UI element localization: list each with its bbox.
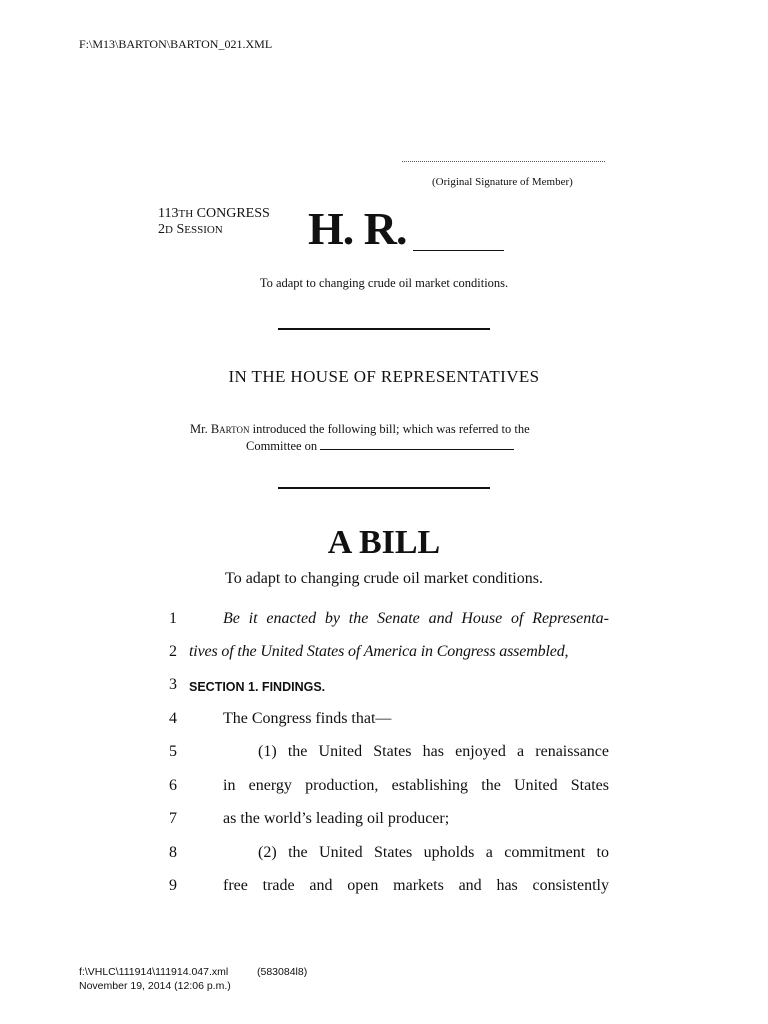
line-text: Be it enacted by the Senate and House of Representa- <box>223 610 609 627</box>
short-title: To adapt to changing crude oil market conditions. <box>259 276 509 290</box>
divider-rule <box>278 328 490 330</box>
line-number: 7 <box>169 810 177 827</box>
line-number: 6 <box>169 777 177 794</box>
file-path: F:\M13\BARTON\BARTON_021.XML <box>79 37 273 51</box>
line-number: 2 <box>169 643 177 660</box>
bill-number-blank <box>413 250 504 251</box>
line-number: 1 <box>169 610 177 627</box>
session-ordinal: D <box>165 224 173 236</box>
doc-type-heading: A BILL <box>327 524 441 561</box>
line-text: as the world’s leading oil producer; <box>223 810 450 827</box>
congress-word: CONGRESS <box>193 206 270 221</box>
committee-blank <box>320 439 514 450</box>
line-number: 4 <box>169 710 177 727</box>
sponsor-name: Barton <box>210 422 250 436</box>
congress-ordinal: TH <box>178 208 194 220</box>
intro-rest: introduced the following bill; which was referred to the <box>249 422 530 436</box>
line-text: tives of the United States of America in Congress assembled, <box>189 643 569 660</box>
footer-file-path: f:\VHLC\111914\111914.047.xml <box>79 966 229 978</box>
line-text: (1) the United States has enjoyed a renaissance <box>258 743 609 760</box>
line-number: 9 <box>169 877 177 894</box>
house-heading: IN THE HOUSE OF REPRESENTATIVES <box>228 367 540 386</box>
footer-code: (583084l8) <box>257 966 308 978</box>
footer-date: November 19, 2014 (12:06 p.m.) <box>79 980 231 992</box>
congress-label <box>158 206 270 222</box>
session-label <box>158 222 223 238</box>
introduction-line-1 <box>190 422 530 437</box>
committee-label: Committee on <box>246 439 318 453</box>
bill-prefix: H. R. <box>308 203 407 254</box>
line-number: 3 <box>169 676 177 693</box>
line-number: 5 <box>169 743 177 760</box>
line-text: free trade and open markets and has consistently <box>223 877 609 894</box>
congress-number: 113 <box>158 206 179 221</box>
line-text: (2) the United States upholds a commitment to <box>258 844 609 861</box>
line-number: 8 <box>169 844 177 861</box>
introduction-line-2 <box>246 439 514 454</box>
long-title: To adapt to changing crude oil market conditions. <box>225 570 543 587</box>
line-text: in energy production, establishing the United States <box>223 777 609 794</box>
divider-rule <box>278 487 490 489</box>
signature-line <box>402 158 605 162</box>
signature-label: (Original Signature of Member) <box>432 176 573 188</box>
line-text: The Congress finds that— <box>223 710 392 727</box>
session-word: S <box>172 222 185 237</box>
session-number: 2 <box>158 222 165 237</box>
intro-mr: Mr. <box>190 422 211 436</box>
session-word-rest: ESSION <box>184 224 223 236</box>
section-heading: SECTION 1. FINDINGS. <box>189 680 326 694</box>
